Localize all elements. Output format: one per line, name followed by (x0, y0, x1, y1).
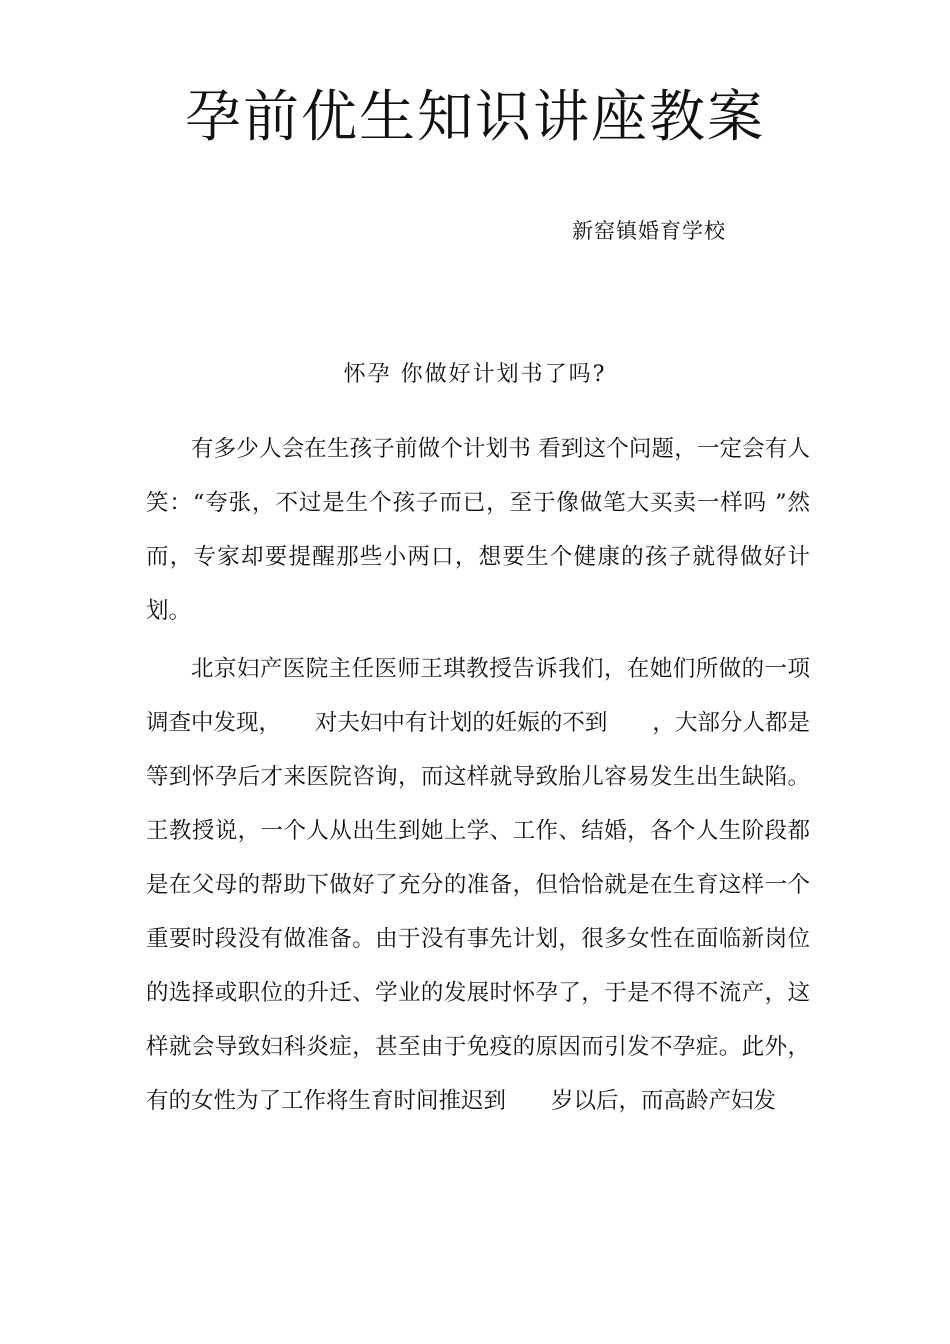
section-subtitle: 怀孕 你做好计划书了吗? (343, 362, 607, 387)
author-line: 新窑镇婚育学校 (572, 219, 726, 243)
document-title: 孕前优生知识讲座教案 (185, 85, 765, 150)
body-paragraph: 有多少人会在生孩子前做个计划书 看到这个问题，一定会有人笑：“夸张，不过是生个孩子而已，至于像做笔大买卖一样吗 ”然而，专家却要提醒那些小两口，想要生个健康的孩子就得做好计划。 (146, 436, 810, 624)
body-paragraph: 北京妇产医院主任医师王琪教授告诉我们，在她们所做的一项调查中发现， 对夫妇中有计划的妊娠的不到 ，大部分人都是等到怀孕后才来医院咨询，而这样就导致胎儿容易发生出生缺陷。王教授说，一个人从出生到她上学、工作、结婚，各个人生阶段都是在父母的帮助下做好了充分的准备，但恰恰就是在生育这样一个重要时段没有做准备。由于没有事先计划，很多女性在面临新岗位的选择或职位的升迁、学业的发展时怀孕了，于是不得不流产，这样就会导致妇科炎症，甚至由于免疫的原因而引发不孕症。此外，有的女性为了工作将生育时间推迟到 岁以后，而高龄产妇发 (146, 656, 810, 1114)
